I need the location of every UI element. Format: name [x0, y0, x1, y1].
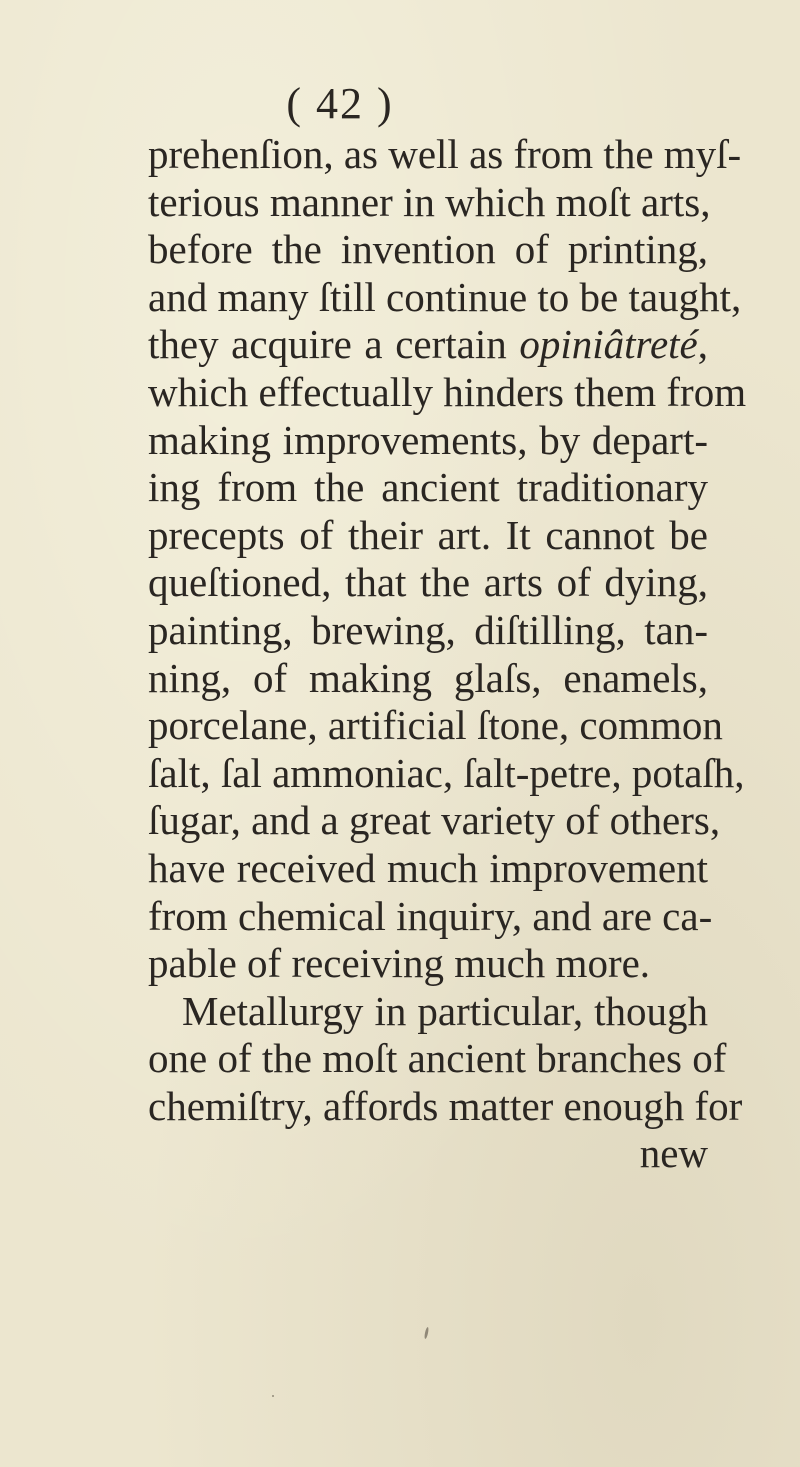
text-line-17: from chemical inquiry, and are ca- — [148, 892, 713, 939]
text-line-15: ſugar, and a great variety of others, — [148, 797, 721, 844]
catchword: new — [639, 1130, 708, 1177]
body-text — [148, 131, 747, 1178]
text-line-13: porcelane, artificial ſtone, common — [148, 702, 723, 749]
text-line-1: prehenſion, as well as from the myſ- — [148, 131, 742, 177]
text-line-21: chemiſtry, affords matter enough for — [148, 1082, 743, 1129]
text-line-19: Metallurgy in particular, though — [182, 987, 708, 1034]
text-line-4: and many ſtill continue to be taught, — [148, 273, 742, 320]
text-line-18: pable of receiving much more. — [148, 940, 651, 987]
page-number: ( 42 ) — [286, 79, 394, 128]
text-line-10: queſtioned, that the arts of dying, — [148, 559, 708, 606]
text-line-9: precepts of their art. It cannot be — [148, 511, 708, 558]
paper-speck — [424, 1327, 429, 1339]
text-line-7: making improvements, by depart- — [148, 416, 708, 463]
text-line-14: ſalt, ſal ammoniac, ſalt-petre, potaſh, — [148, 749, 745, 796]
italic-term: opiniâtreté — [519, 321, 698, 368]
text-line-11: painting, brewing, diſtilling, tan- — [148, 606, 708, 653]
text-line-5: they acquire a certain opiniâtreté, — [148, 321, 708, 368]
text-line-16: have received much improvement — [148, 844, 708, 891]
text-line-6: which effectually hinders them from — [148, 368, 747, 415]
text-line-20: one of the moſt ancient branches of — [148, 1035, 727, 1082]
text-line-12: ning, of making glaſs, enamels, — [148, 654, 708, 701]
paper-speck — [272, 1395, 274, 1397]
text-line-3: before the invention of printing, — [148, 226, 708, 273]
text-line-2: terious manner in which moſt arts, — [148, 178, 711, 225]
text-line-8: ing from the ancient traditionary — [148, 464, 708, 511]
